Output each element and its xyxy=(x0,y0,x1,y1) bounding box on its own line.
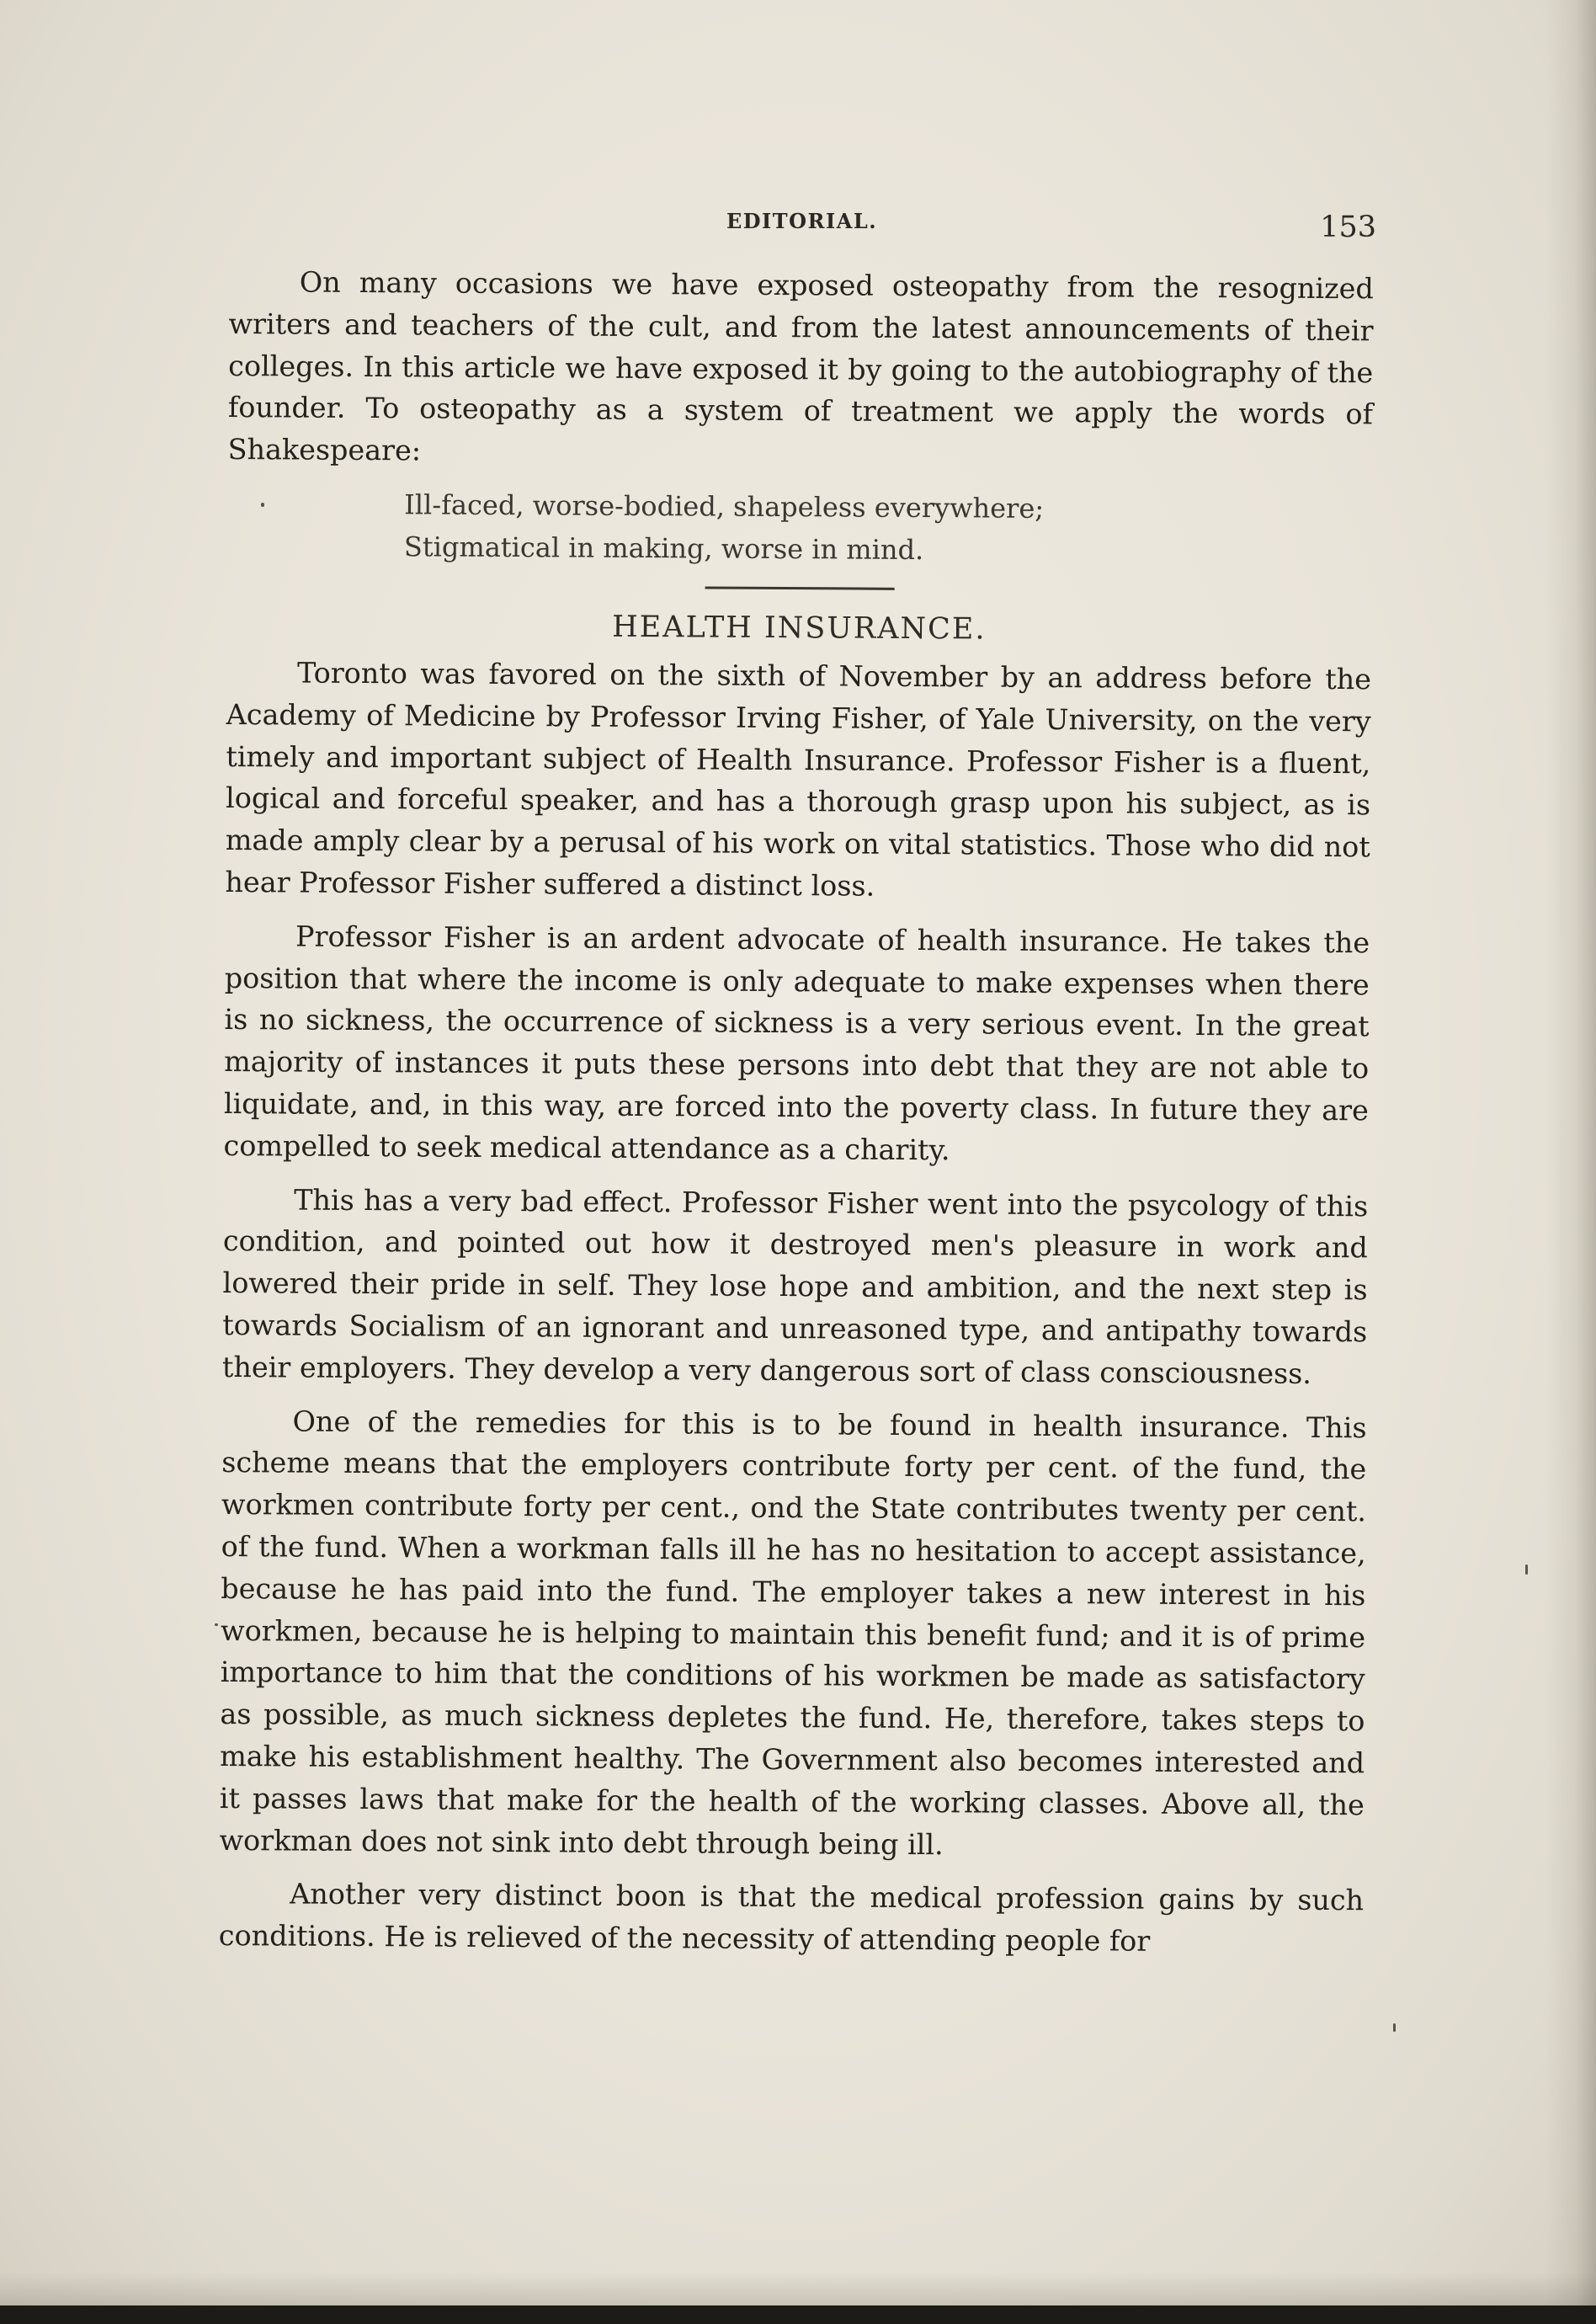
section-divider xyxy=(705,586,894,589)
page-header xyxy=(227,202,1376,253)
paragraph: Another very distinct boon is that the medical profession gains by such conditions. He is relieved of the necessity of attending people for xyxy=(218,1877,1365,1958)
verse-line: Stigmatical in making, worse in mind. xyxy=(403,530,924,567)
page-edge-shadow xyxy=(1545,0,1596,2305)
running-head: EDITORIAL. xyxy=(726,209,878,233)
intro-paragraph: On many occasions we have exposed osteopathy from the resognized writers and teachers of the cult, and from the latest announcements of their colleges. In this article we have exposed it by going to the autobiography of the founder. To osteopathy as a system of treatment we apply the words of Shakespeare: xyxy=(227,265,1374,467)
scan-background-strip xyxy=(0,2305,1596,2324)
margin-speck xyxy=(1525,1564,1528,1575)
paragraph: This has a very bad effect. Professor Fisher went into the psycology of this condition, and pointed out how it destroyed men's pleasure in work and lowered their pride in self. They lose hope and ambition, and the next step is towards Socialism of an ignorant and unreasoned type, and antipathy towards their employers. They develop a very dangerous sort of class consciousness. xyxy=(221,1183,1369,1390)
paragraph: One of the remedies for this is to be found in health insurance. This scheme means that the employers contribute forty per cent. of the fund, the workmen contribute forty per cent., ond the State contributes twenty per cent. of the fund. When a workman falls ill he has no hesitation to accept assistance, because he has paid into the fund. The employer takes a new interest in his workmen, because he is helping to maintain this benefit fund; and it is of prime importance to him that the conditions of his workmen be made as satisfactory as possible, as much sickness depletes the fund. He, therefore, takes steps to make his establishment healthy. The Government also becomes interested and it passes laws that make for the health of the working classes. Above all, the workman does not sink into debt through being ill. xyxy=(219,1405,1367,1861)
page-body xyxy=(219,261,1374,1975)
margin-speck xyxy=(215,1623,218,1626)
verse-line: Ill-faced, worse-bodied, shapeless everywhere; xyxy=(404,488,1045,525)
verse-quote xyxy=(227,482,1373,573)
section-heading: HEALTH INSURANCE. xyxy=(612,610,987,647)
margin-speck xyxy=(1393,2023,1396,2032)
paragraph: Professor Fisher is an ardent advocate of health insurance. He takes the position that where the income is only adequate to make expenses when there is no sickness, the occurrence of sickness is a very serious event. In the great majority of instances it puts these persons into debt that they are not able to liquidate, and, in this way, are forced into the poverty class. In future they are compelled to seek medical attendance as a charity. xyxy=(223,919,1370,1167)
page-number: 153 xyxy=(1320,211,1376,244)
paragraph: Toronto was favored on the sixth of November by an address before the Academy of Medicine by Professor Irving Fisher, of Yale University, on the very timely and important subject of Health Insurance. Professor Fisher is a fluent, logical and forceful speaker, and has a thorough grasp upon his subject, as is made amply clear by a perusal of his work on vital statistics. Those who did not hear Professor Fisher suffered a distinct loss. xyxy=(225,656,1372,903)
page-bottom-shadow xyxy=(0,2272,1596,2305)
